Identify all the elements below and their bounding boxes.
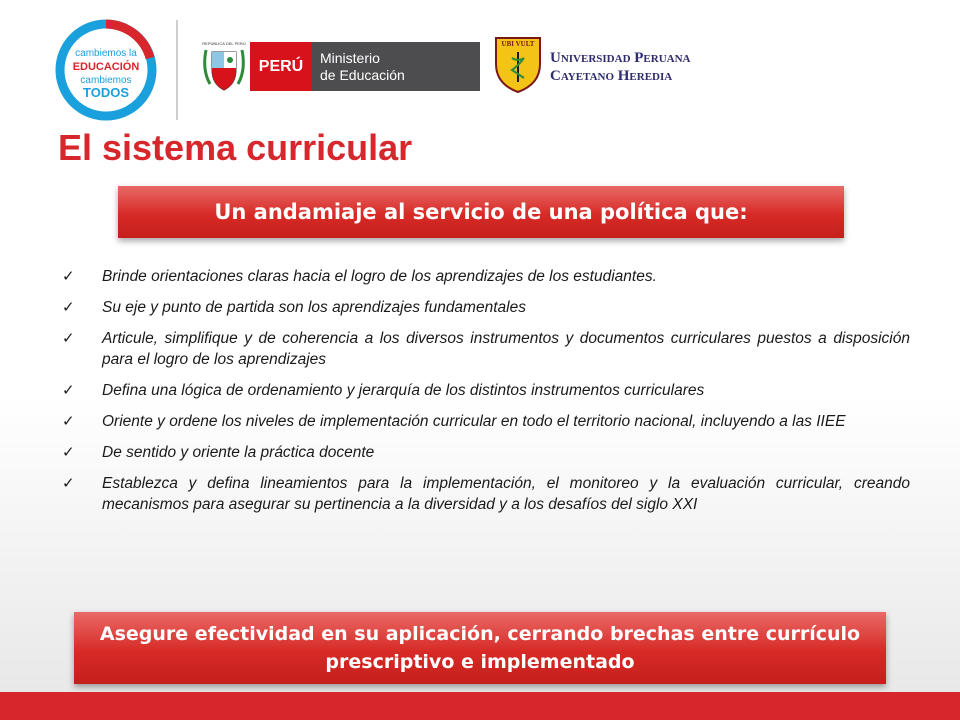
svg-text:EDUCACIÓN: EDUCACIÓN — [72, 61, 140, 73]
checkmark-icon: ✓ — [62, 268, 75, 285]
list-item: ✓ Defina una lógica de ordenamiento y jerarquía de los distintos instrumentos curriculares — [62, 382, 705, 399]
bullet-list — [62, 266, 910, 525]
svg-text:TODOS: TODOS — [83, 85, 129, 100]
list-item: ✓ Su eje y punto de partida son los aprendizajes fundamentales — [62, 299, 526, 316]
university-crest-icon — [492, 34, 544, 94]
checkmark-icon: ✓ — [62, 382, 75, 399]
checkmark-icon: ✓ — [62, 413, 75, 430]
list-item: ✓ Oriente y ordene los niveles de implementación curricular en todo el territorio nacional, incluyendo a las IIEE — [62, 413, 846, 430]
ministry-name: Ministerio de Educación — [312, 42, 480, 91]
checkmark-icon: ✓ — [62, 444, 75, 461]
conclusion-banner: Asegure efectividad en su aplicación, cerrando brechas entre currículo prescriptivo e implementado — [74, 612, 886, 684]
subtitle-banner: Un andamiaje al servicio de una política que: — [118, 186, 844, 238]
svg-text:REPÚBLICA DEL PERÚ: REPÚBLICA DEL PERÚ — [202, 41, 246, 46]
checkmark-icon: ✓ — [62, 330, 75, 347]
page-title: El sistema curricular — [58, 127, 413, 168]
list-item: ✓ De sentido y oriente la práctica docente — [62, 444, 375, 461]
svg-text:cambiemos la: cambiemos la — [75, 48, 137, 59]
university-name: Universidad Peruana Cayetano Heredia — [550, 50, 691, 84]
checkmark-icon: ✓ — [62, 475, 75, 492]
svg-text:UBI VULT: UBI VULT — [501, 40, 535, 48]
svg-text:cambiemos: cambiemos — [80, 75, 132, 86]
list-item: ✓ Brinde orientaciones claras hacia el logro de los aprendizajes de los estudiantes. — [62, 268, 657, 285]
list-item: ✓ Articule, simplifique y de coherencia a los diversos instrumentos y documentos curriculares puestos a disposición para el logro de los aprendizajes — [62, 330, 910, 368]
footer-bar — [0, 692, 960, 720]
peru-label: PERÚ — [250, 42, 312, 91]
checkmark-icon: ✓ — [62, 299, 75, 316]
ministry-logo — [250, 42, 480, 91]
list-item: ✓ Establezca y defina lineamientos para la implementación, el monitoreo y la evaluación curricular, creando mecanismos para asegurar su pertinencia a la diversidad y a los desafíos del siglo XXI — [62, 475, 910, 513]
header-divider — [176, 20, 178, 120]
peru-shield-icon — [200, 40, 248, 96]
campaign-logo — [54, 18, 158, 122]
